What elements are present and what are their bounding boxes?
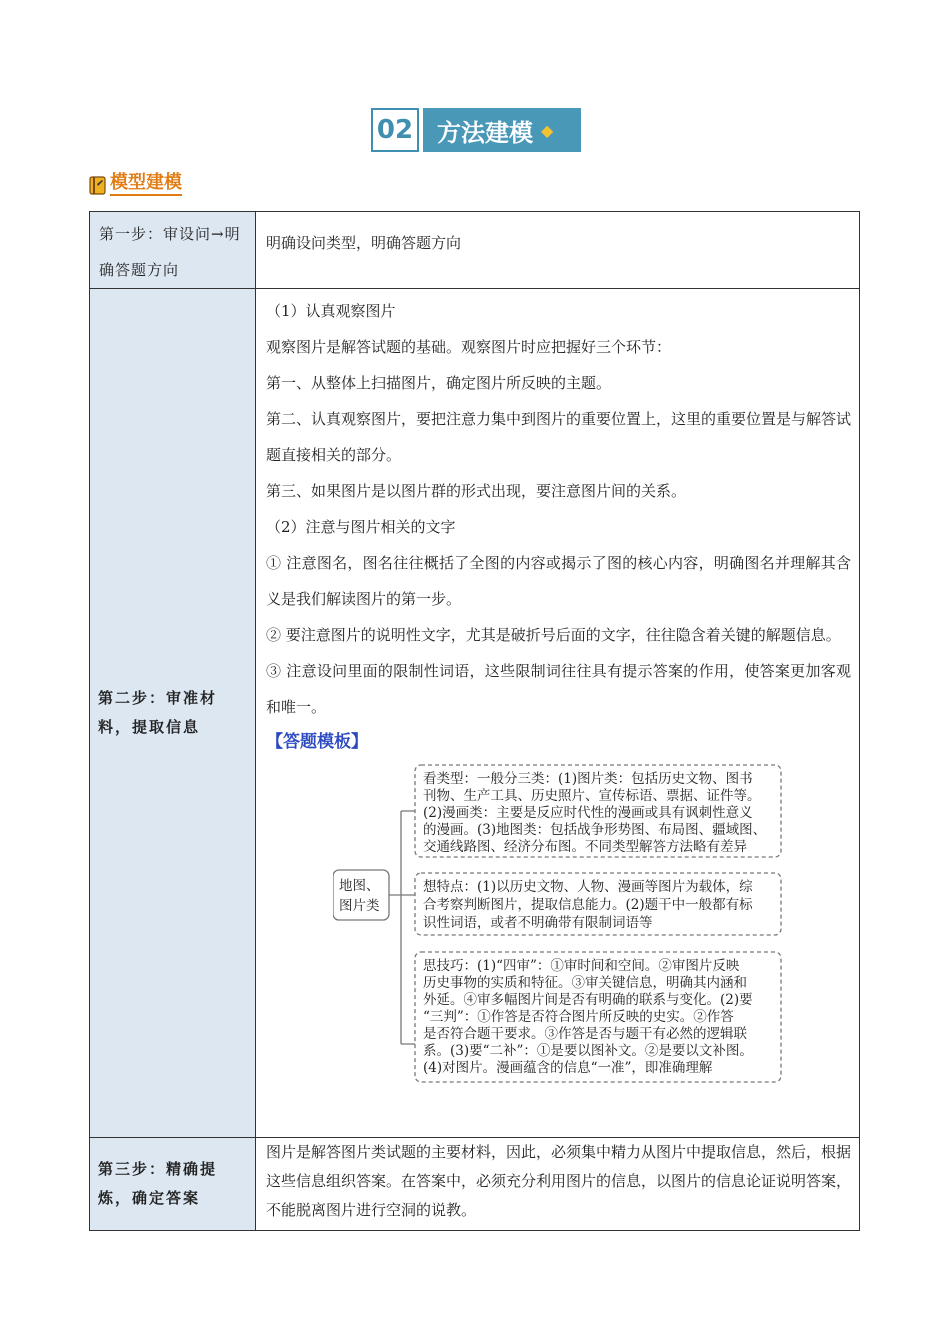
banner-title: 方法建模 xyxy=(437,118,533,147)
box-line: 合考察判断图片，提取信息能力。(2)题干中一般都有标 xyxy=(423,897,753,913)
box-line: 刊物、生产工具、历史照片、宣传标语、票据、证件等。 xyxy=(423,788,761,804)
root-line: 地图、 xyxy=(339,878,380,894)
box-line: 历史事物的实质和特征。③审关键信息，明确其内涵和 xyxy=(423,975,747,991)
step-label-cell-3 xyxy=(90,1138,256,1231)
paragraph: ② 要注意图片的说明性文字，尤其是破折号后面的文字，往往隐含着关键的解题信息。 xyxy=(266,626,841,644)
paragraph: 第一、从整体上扫描图片，确定图片所反映的主题。 xyxy=(266,374,612,392)
box-line: 想特点：(1)以历史文物、人物、漫画等图片为载体，综 xyxy=(423,879,753,895)
paragraph: 第二、认真观察图片，要把注意力集中到图片的重要位置上，这里的重要位置是与解答试题直接相关的部分。 xyxy=(266,410,852,464)
diamond-icon: ◆ xyxy=(541,120,554,140)
paragraph: （1）认真观察图片 xyxy=(266,302,396,320)
step-row-3 xyxy=(90,1138,860,1231)
paragraph: ① 注意图名，图名往往概括了全图的内容或揭示了图的核心内容，明确图名并理解其含义是我们解读图片的第一步。 xyxy=(266,554,851,608)
box-line: 的漫画。(3)地图类：包括战争形势图、布局图、疆域图、 xyxy=(423,822,767,838)
paragraph: 观察图片是解答试题的基础。观察图片时应把握好三个环节： xyxy=(266,338,672,356)
box-line: 系。(3)要“二补”：①是要以图补文。②是要以文补图。 xyxy=(423,1043,753,1059)
box-line: 交通线路图、经济分布图。不同类型解答方法略有差异 xyxy=(423,839,747,855)
box-line: (4)对图片。漫画蕴含的信息“一准”，即准确理解 xyxy=(423,1060,713,1076)
step-1-content: 明确设问类型，明确答题方向 xyxy=(266,234,462,252)
box-line: 外延。④审多幅图片间是否有明确的联系与变化。(2)要 xyxy=(423,992,753,1008)
answer-template-diagram xyxy=(333,760,793,1090)
bracket-connector xyxy=(389,811,415,1044)
section-heading xyxy=(88,172,182,196)
root-line: 图片类 xyxy=(339,898,380,914)
box-line: 看类型：一般分三类：(1)图片类：包括历史文物、图书 xyxy=(423,771,753,787)
banner-number: 02 xyxy=(371,108,419,152)
banner-title-box xyxy=(423,108,581,152)
box-line: “三判”：①作答是否符合图片所反映的史实。②作答 xyxy=(423,1009,734,1025)
steps-table xyxy=(89,211,860,1231)
step-3-label: 第三步：精确提炼，确定答案 xyxy=(98,1160,218,1207)
paragraph: 第三、如果图片是以图片群的形式出现，要注意图片间的关系。 xyxy=(266,482,687,500)
step-3-content: 图片是解答图片类试题的主要材料，因此，必须集中精力从图片中提取信息，然后，根据这些信息组织答案。在答案中，必须充分利用图片的信息，以图片的信息论证说明答案，不能脱离图片进行空洞的说教。 xyxy=(266,1143,852,1219)
paragraph: ③ 注意设问里面的限制性词语，这些限制词往往具有提示答案的作用，使答案更加客观和唯一。 xyxy=(266,662,851,716)
paragraph: （2）注意与图片相关的文字 xyxy=(266,518,456,536)
step-row-2 xyxy=(90,289,860,1138)
section-title: 模型建模 xyxy=(110,172,182,196)
step-label-cell-1 xyxy=(90,212,256,289)
step-label-cell-2 xyxy=(90,289,256,1138)
step-2-label: 第二步：审准材料，提取信息 xyxy=(98,689,218,736)
box-line: 识性词语，或者不明确带有限制词语等 xyxy=(423,915,653,931)
box-line: 是否符合题干要求。③作答是否与题干有必然的逻辑联 xyxy=(423,1026,747,1042)
step-1-label: 第一步：审设问→明确答题方向 xyxy=(99,225,241,279)
section-banner xyxy=(371,108,581,152)
book-icon xyxy=(88,174,108,196)
step-content-cell-1 xyxy=(256,212,860,289)
template-label: 【答题模板】 xyxy=(266,732,368,752)
step-content-cell-2 xyxy=(256,289,860,1138)
box-line: 思技巧：(1)“四审”：①审时间和空间。②审图片反映 xyxy=(423,958,740,974)
box-line: (2)漫画类：主要是反应时代性的漫画或具有讽刺性意义 xyxy=(423,805,753,821)
step-row-1 xyxy=(90,212,860,289)
step-content-cell-3 xyxy=(256,1138,860,1231)
